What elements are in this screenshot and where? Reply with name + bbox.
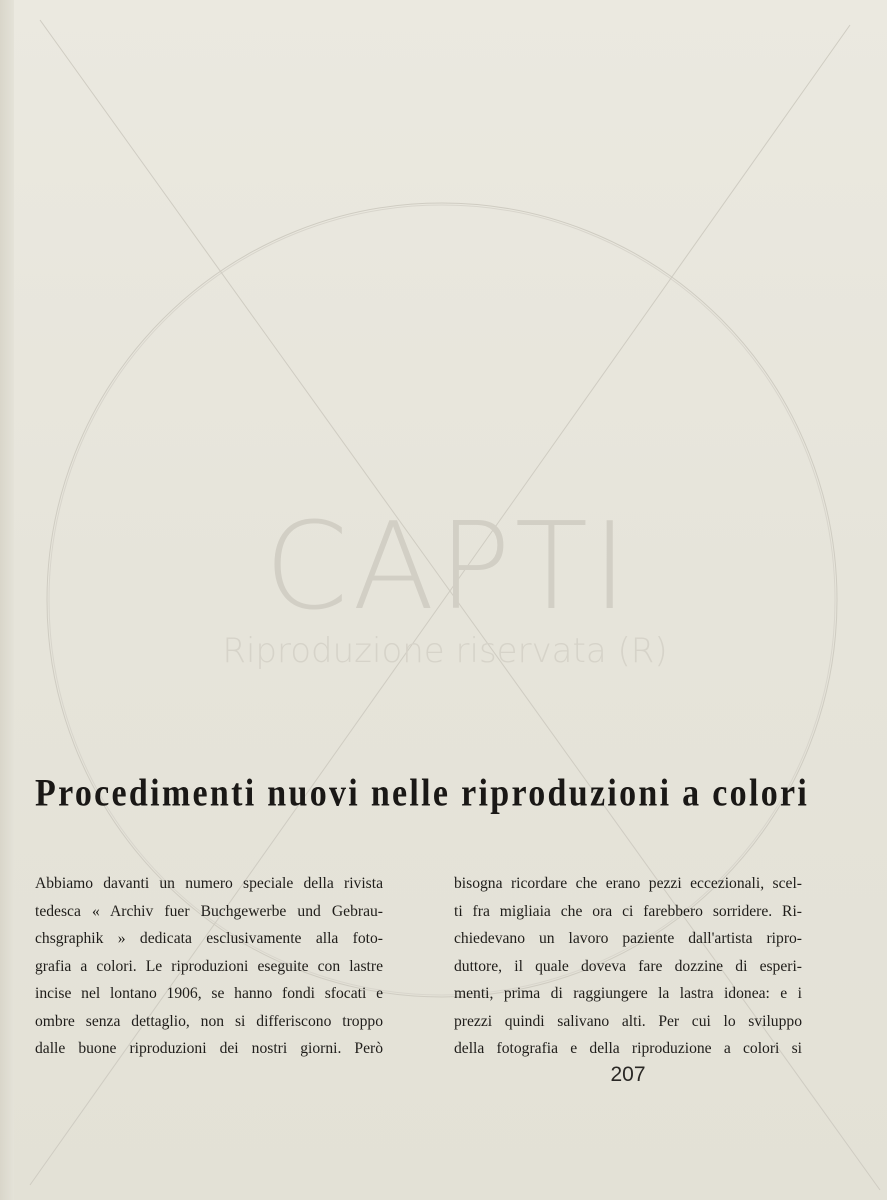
text-line: dalle buone riproduzioni dei nostri giorni. Però <box>35 1040 383 1057</box>
watermark-caption: Riproduzione riservata (R) <box>222 631 668 671</box>
text-column-left <box>35 870 383 1063</box>
text-line: menti, prima di raggiungere la lastra idonea: e i <box>454 985 802 1002</box>
text-line: ti fra migliaia che ora ci farebbero sorridere. Ri- <box>454 902 802 920</box>
page-binding-edge <box>0 0 14 1200</box>
text-line: chsgraphik » dedicata esclusivamente alla foto- <box>35 930 383 947</box>
text-line: tedesca « Archiv fuer Buchgewerbe und Gebrau- <box>35 902 383 920</box>
page-number: 207 <box>610 1063 646 1086</box>
watermark-brand: CAPTI <box>264 498 632 637</box>
text-line: bisogna ricordare che erano pezzi eccezionali, scel- <box>454 875 802 892</box>
text-line: prezzi quindi salivano alti. Per cui lo sviluppo <box>454 1012 802 1030</box>
text-line: ombre senza dettaglio, non si differiscono troppo <box>35 1012 383 1030</box>
text-line: Abbiamo davanti un numero speciale della rivista <box>35 875 383 892</box>
text-line: chiedevano un lavoro paziente dall'artista ripro- <box>454 930 802 947</box>
text-line: duttore, il quale doveva fare dozzine di esperi- <box>454 957 802 975</box>
text-line: grafia a colori. Le riproduzioni eseguite con lastre <box>35 957 383 975</box>
article-title: Procedimenti nuovi nelle riproduzioni a colori <box>35 772 810 815</box>
text-line: incise nel lontano 1906, se hanno fondi sfocati e <box>35 985 383 1002</box>
text-column-right <box>454 870 802 1063</box>
text-line: della fotografia e della riproduzione a colori si <box>454 1040 802 1057</box>
